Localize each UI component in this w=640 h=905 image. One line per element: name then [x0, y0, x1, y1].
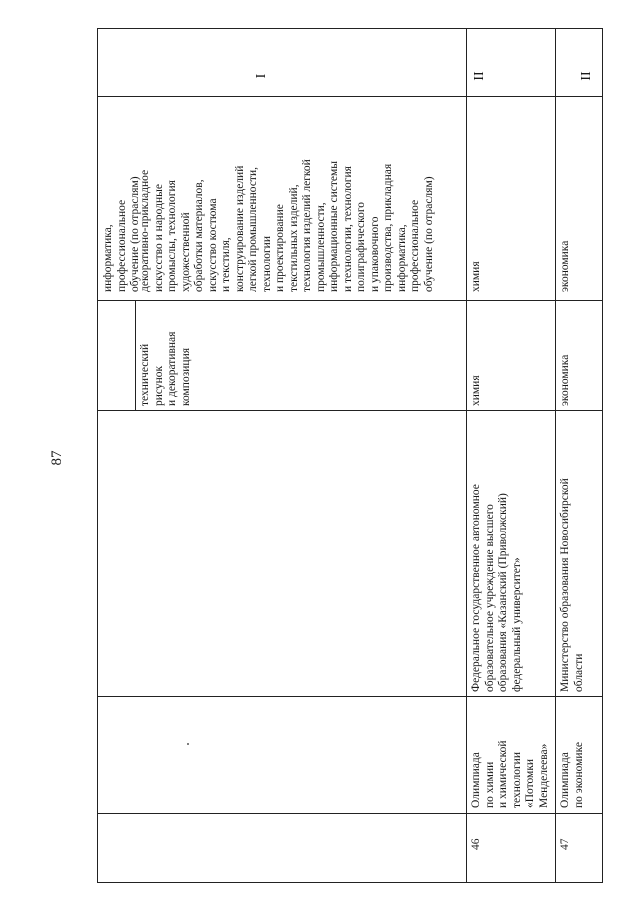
col-divider-subject [97, 300, 603, 301]
table-border-top [97, 28, 603, 29]
col-divider-name [97, 696, 603, 697]
profiles-text: декоративно-прикладное искусство и народные промыслы, технология художественной обработки материалов, искусство костюма и текстиля, конструирование изделий легкой промышленности, технологии и проектирование текстильных изделий, технология изделий легкой промышленности, информационные системы и технологии, технология полиграфического и упаковочного производства, прикладная информатика, профессиональное обучение (по отраслям) [139, 159, 435, 292]
table-border-bottom [97, 882, 603, 883]
col-divider-organizer [97, 410, 603, 411]
row47-profiles: экономика [559, 240, 571, 292]
table-border-left [97, 28, 98, 883]
col-divider-profiles [97, 96, 603, 97]
row-divider-47 [555, 28, 556, 883]
row47-subject: экономика [559, 354, 571, 406]
row46-name: Олимпиада по химии и химической технологии «Потомки Менделеева» [470, 740, 550, 808]
row46-level: II [472, 71, 487, 81]
level-text: I [254, 73, 269, 79]
row47-number: 47 [559, 838, 571, 850]
subject-text: технический рисунок и декоративная композиция [139, 331, 192, 406]
row46-profiles: химия [470, 261, 482, 292]
olympiad-table [97, 28, 603, 883]
scan-mark [187, 743, 189, 745]
subrow-divider [135, 300, 136, 410]
row47-organizer: Министерство образования Новосибирской области [559, 478, 585, 692]
row47-name: Олимпиада по экономике [559, 742, 585, 808]
page-number: 87 [49, 450, 65, 466]
row46-number: 46 [470, 838, 482, 850]
row47-level: II [579, 71, 594, 81]
row-divider-46 [466, 28, 467, 883]
row46-subject: химия [470, 375, 482, 406]
col-divider-number [97, 813, 603, 814]
row46-organizer: Федеральное государственное автономное образовательное учреждение высшего образования «Казанский (Приволжский) федеральный университет» [470, 484, 523, 692]
top-profile-text: информатика, профессиональное обучение (по отраслям) [102, 176, 141, 292]
table-border-right [602, 28, 603, 883]
